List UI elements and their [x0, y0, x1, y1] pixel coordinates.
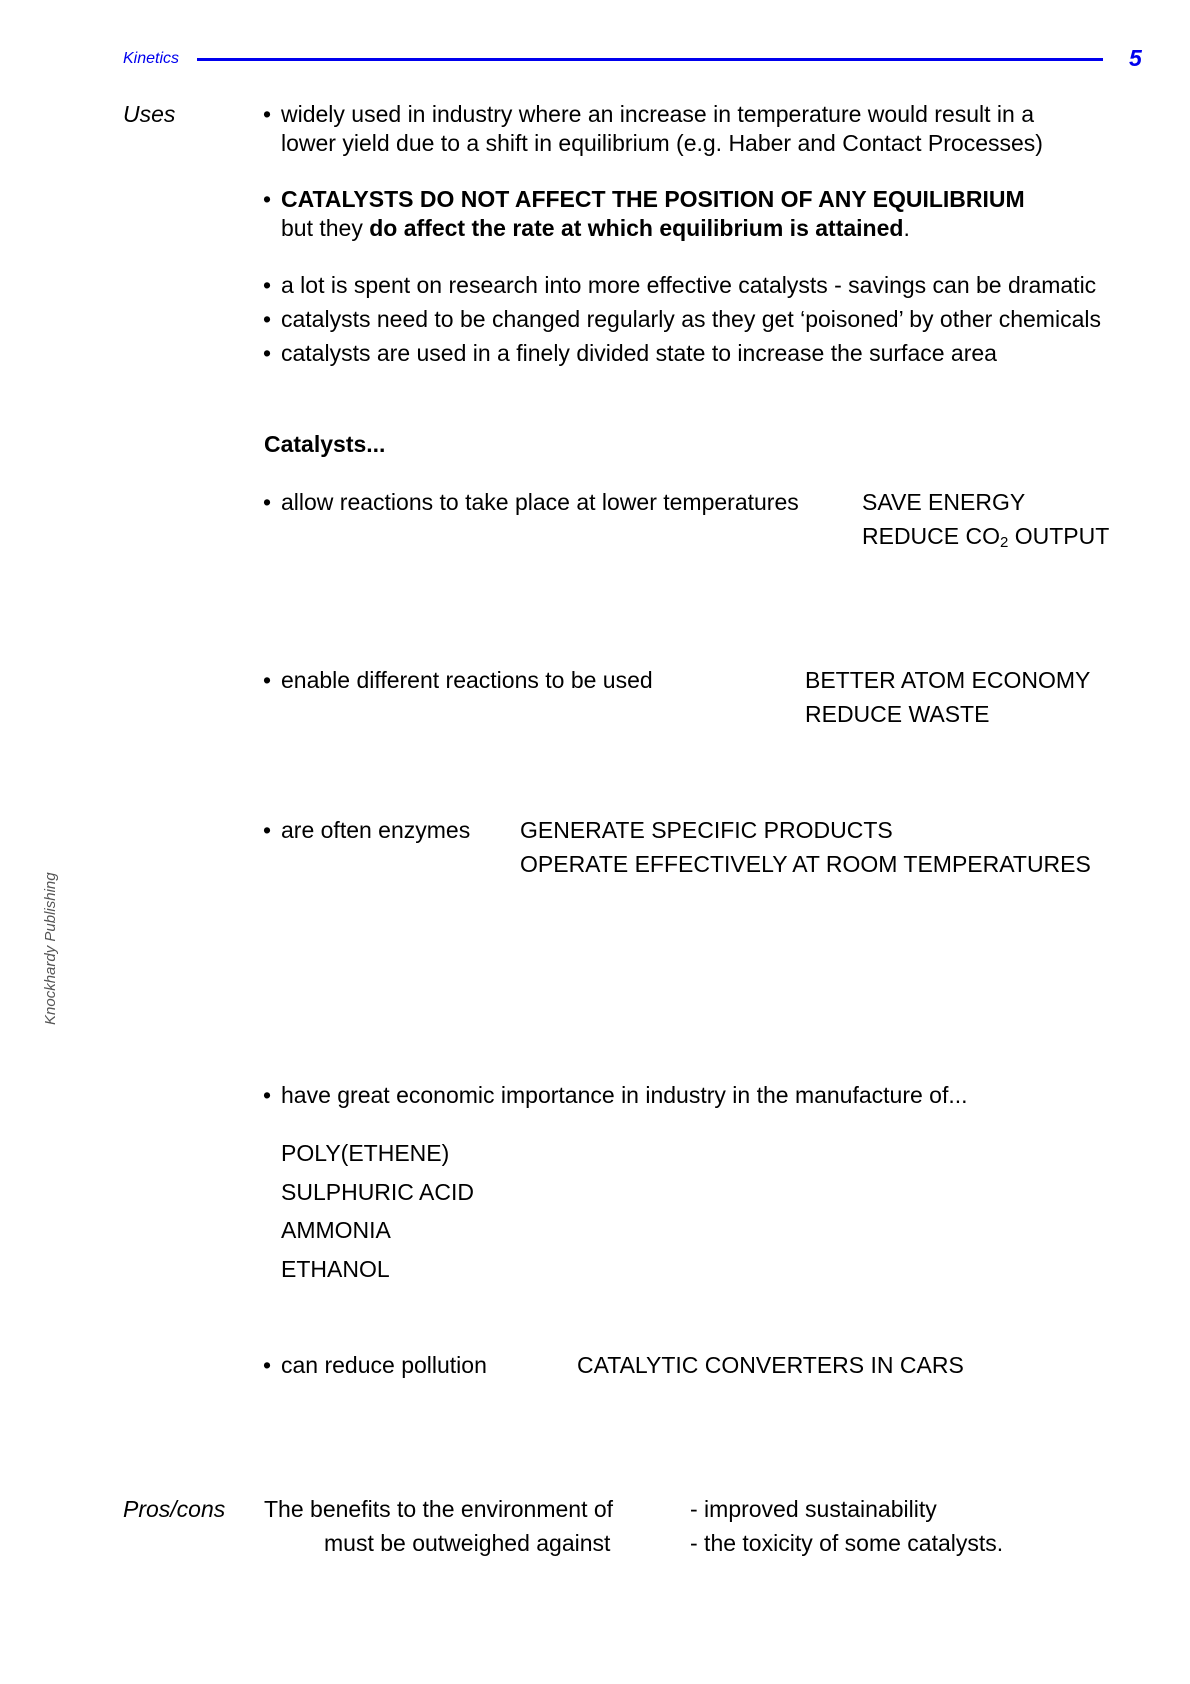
catalysts-bullet-different-reactions	[263, 666, 653, 695]
catalysts-bullet-enzymes	[263, 816, 470, 845]
equilibrium-statement: CATALYSTS DO NOT AFFECT THE POSITION OF ANY EQUILIBRIUM	[281, 186, 1025, 212]
bullet-icon: •	[263, 817, 272, 843]
bullet-icon: •	[263, 340, 272, 366]
bullet-icon: •	[263, 1082, 272, 1108]
pros-cons-line1: The benefits to the environment of	[264, 1496, 614, 1522]
bullet-icon: •	[263, 667, 272, 693]
uses-bullet-industry-line1: widely used in industry where an increase in temperature would result in a	[281, 101, 1035, 127]
poisoned-text: catalysts need to be changed regularly as they get ‘poisoned’ by other chemicals	[281, 306, 1101, 332]
publisher-side-label: Knockhardy Publishing	[42, 872, 59, 1025]
pollution-text: can reduce pollution	[281, 1352, 487, 1378]
room-temperature-label: OPERATE EFFECTIVELY AT ROOM TEMPERATURES	[520, 851, 1091, 877]
pros-cons-label: Pros/cons	[123, 1496, 226, 1522]
reduce-waste-label: REDUCE WASTE	[805, 701, 990, 727]
bullet-icon: •	[263, 101, 272, 127]
equilibrium-pre: but they	[281, 215, 370, 241]
bullet-icon: •	[263, 1352, 272, 1378]
bullet-icon: •	[263, 186, 272, 212]
pros-cons-line2: must be outweighed against	[324, 1530, 611, 1556]
header-title: Kinetics	[123, 50, 180, 67]
bullet-icon: •	[263, 306, 272, 332]
lower-temp-text: allow reactions to take place at lower temperatures	[281, 489, 799, 515]
pros-cons-point2: - the toxicity of some catalysts.	[690, 1530, 1004, 1556]
catalysts-heading: Catalysts...	[264, 431, 386, 457]
research-text: a lot is spent on research into more effective catalysts - savings can be dramatic	[281, 272, 1097, 298]
product-item: SULPHURIC ACID	[281, 1179, 474, 1205]
product-item: POLY(ETHENE)	[281, 1140, 450, 1166]
uses-bullet-equilibrium	[263, 185, 1025, 243]
bullet-icon: •	[263, 272, 272, 298]
save-energy-label: SAVE ENERGY	[862, 489, 1026, 515]
page-number: 5	[1129, 45, 1142, 71]
uses-bullet-surface-area	[263, 339, 997, 368]
enzymes-text: are often enzymes	[281, 817, 471, 843]
uses-bullet-industry	[263, 100, 1043, 158]
uses-bullet-industry-line2: lower yield due to a shift in equilibrium (e.g. Haber and Contact Processes)	[281, 130, 1043, 156]
economic-text: have great economic importance in industry in the manufacture of...	[281, 1082, 968, 1108]
product-item: ETHANOL	[281, 1256, 390, 1282]
uses-bullet-poisoned	[263, 305, 1101, 334]
specific-products-label: GENERATE SPECIFIC PRODUCTS	[520, 817, 893, 843]
different-reactions-text: enable different reactions to be used	[281, 667, 653, 693]
header-rule	[197, 58, 1103, 61]
surface-area-text: catalysts are used in a finely divided state to increase the surface area	[281, 340, 997, 366]
catalysts-bullet-lower-temp	[263, 488, 799, 517]
catalysts-bullet-economic	[263, 1081, 968, 1110]
catalytic-converters-label: CATALYTIC CONVERTERS IN CARS	[577, 1352, 964, 1378]
reduce-co2-label: REDUCE $CO_2$ OUTPUT	[862, 523, 1110, 551]
equilibrium-post: .	[903, 215, 910, 241]
uses-label: Uses	[123, 101, 176, 127]
pros-cons-point1: - improved sustainability	[690, 1496, 937, 1522]
equilibrium-rate-statement: do affect the rate at which equilibrium is attained	[369, 215, 904, 241]
bullet-icon: •	[263, 489, 272, 515]
atom-economy-label: BETTER ATOM ECONOMY	[805, 667, 1091, 693]
catalysts-bullet-pollution	[263, 1351, 487, 1380]
uses-bullet-research	[263, 271, 1096, 300]
product-item: AMMONIA	[281, 1217, 391, 1243]
